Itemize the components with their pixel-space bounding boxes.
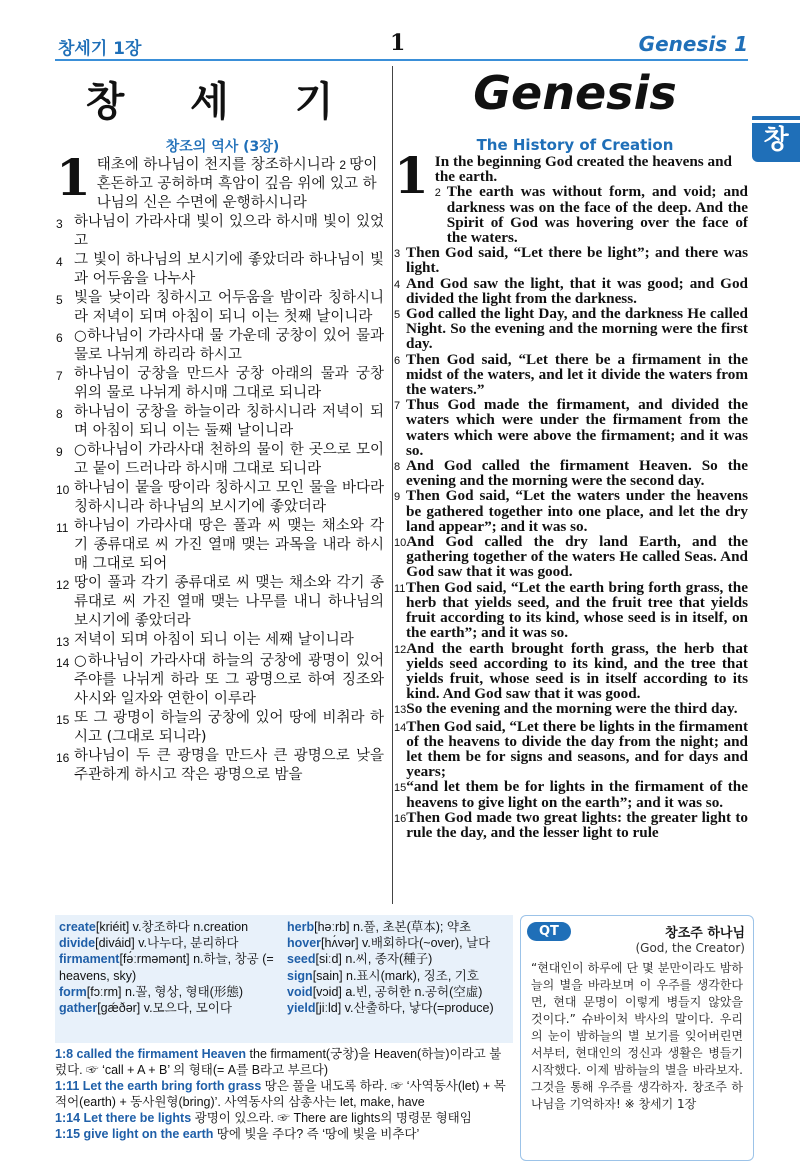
verse [394, 352, 748, 398]
note-text: the firmament(궁창)을 Heaven(하늘)이라고 불렀다. ☞ ‘call + A + B’ 의 형태(= A를 B라고 부르다) [55, 1047, 502, 1077]
vocab-entry [287, 968, 511, 984]
section-heading-ko: 창조의 역사 (3장) [165, 139, 280, 155]
vocab-definition: [həːrb] n.풀, 초본(草本); 약초 [314, 920, 472, 934]
verse-text: 또 그 광명이 하늘의 궁창에 있어 땅에 비취라 하시고 (그대로 되니라) [74, 710, 384, 745]
verse-text: Then God said, “Let the waters under the heavens be gathered together into one place, and let the dry land appear”; and it was so. [406, 487, 748, 535]
vocab-word: divide [59, 936, 96, 951]
vocab-entry [59, 984, 285, 1000]
verse [56, 479, 384, 517]
verse-number: 8 [394, 461, 401, 474]
title-english: Genesis [473, 66, 677, 120]
verse-text: 하나님이 가라사대 땅은 풀과 씨 맺는 채소와 각기 종류대로 씨 가진 열매 맺는 과목을 내라 하시매 그대로 되어 [74, 518, 384, 572]
note-item [55, 1126, 513, 1142]
verse [56, 251, 384, 289]
verse-text: So the evening and the morning were the third day. [406, 700, 738, 718]
note-item [55, 1078, 513, 1110]
verse-number: 3 [56, 217, 63, 231]
vocab-entry [287, 951, 511, 967]
verse-number: 12 [394, 643, 407, 656]
verse-number: 14 [394, 721, 407, 734]
vocab-definition: [hʌ́vər] v.배회하다(~over), 날다 [321, 936, 491, 951]
qt-subtitle: (God, the Creator) [635, 941, 745, 955]
verse [394, 458, 748, 488]
vocab-definition: [fɔːrm] n.꼴, 형상, 형태(形態) [86, 984, 243, 999]
verse-number: 11 [56, 521, 69, 535]
verse [394, 534, 748, 580]
vocab-word: create [59, 920, 96, 934]
verse-number: 5 [56, 293, 63, 307]
verse [394, 276, 748, 306]
verse-text: 땅이 혼돈하고 공허하며 흑암이 깊음 위에 있고 하나님의 신은 수면에 운행하시니라 [96, 157, 378, 211]
verse [56, 403, 384, 441]
verse-text: 빛을 낮이라 칭하시고 어두움을 밤이라 칭하시니라 저녁이 되며 아침이 되니 이는 첫째 날이니라 [74, 290, 384, 325]
verse-text: “and let them be for lights in the firmament of the heavens to give light on the earth”; and it was so. [406, 778, 748, 811]
verse [394, 245, 748, 275]
verse-text: And God called the dry land Earth, and the gathering together of the waters He called Seas. And God saw that it was good. [406, 533, 748, 581]
vocab-entry [59, 919, 285, 935]
verse [56, 709, 384, 747]
verse [56, 574, 384, 631]
verse-number: 13 [394, 704, 407, 717]
chapter-number: 1 [56, 156, 91, 207]
verse-number: 6 [394, 354, 401, 367]
vocab-word: sign [287, 968, 313, 983]
verse-text: Thus God made the firmament, and divided the waters which were under the firmament from the waters which were above the firmament; and it was so. [406, 396, 748, 459]
vocab-entry [59, 951, 285, 983]
verse-text: And God called the firmament Heaven. So the evening and the morning were the second day. [406, 457, 748, 490]
vocab-word: form [59, 984, 87, 999]
verse-text: 하나님이 궁창을 하늘이라 칭하시니라 저녁이 되며 아침이 되니 이는 둘째 날이니라 [74, 404, 384, 439]
verse-number: 3 [394, 248, 401, 261]
verse-text: God called the light Day, and the darkness He called Night. So the evening and the morning were the first day. [406, 305, 748, 353]
header-book-ko: 창세기 1장 [58, 39, 142, 59]
vocab-word: void [287, 984, 313, 999]
page-header [0, 0, 800, 60]
verse-number: 15 [394, 782, 407, 795]
qt-body: “현대인이 하루에 단 몇 분만이라도 밤하늘의 별을 바라보며 이 우주를 생각한다면, 현대 문명이 이렇게 병들지 않았을 것이다.” 슈바이처 박사의 말이다. 우리의 눈이 밤하늘의 별 보기를 잊어버린면서부터, 현대인의 정신과 생활은 병들기 시작했다. 이제 밤하늘의 별을 바라보자. 그것을 통해 우주를 생각하자. 창조주 하나님을 기억하자! ※ 창세기 1장 [531, 961, 743, 1111]
vocab-definition: [diváid] v.나누다, 분리하다 [95, 936, 239, 951]
verse-number: 16 [394, 812, 407, 825]
verse-text: 태초에 하나님이 천지를 창조하시니라 [96, 157, 335, 173]
verse-number: 7 [394, 400, 401, 413]
vocab-entry [59, 1000, 285, 1016]
verse-text: Then God said, “Let the earth bring forth grass, the herb that yields seed, and the fruit tree that yields fruit according to its kind, whose seed is in itself, on the earth”; and it was so. [406, 578, 748, 642]
vocabulary-box [55, 915, 513, 1043]
korean-column [56, 156, 384, 906]
verse [56, 747, 384, 785]
verse-number: 10 [56, 483, 70, 497]
vocab-word: herb [287, 920, 315, 934]
verse-number: 11 [394, 582, 406, 595]
verse [394, 701, 748, 718]
note-key: 1:8 called the firmament Heaven [55, 1047, 247, 1061]
verse-number: 9 [394, 491, 401, 504]
verse [394, 779, 748, 809]
column-divider [392, 66, 393, 904]
verse [394, 580, 748, 641]
book-tab[interactable]: 창 [752, 112, 800, 162]
verse [394, 810, 748, 840]
vocab-definition: [sain] n.표시(mark), 징조, 기호 [312, 968, 479, 983]
vocab-word: hover [287, 936, 322, 951]
vocab-word: seed [287, 952, 316, 967]
vocab-entry [287, 984, 511, 1000]
verse-text: 그 빛이 하나님의 보시기에 좋았더라 하나님이 빛과 어두움을 나누사 [74, 252, 384, 287]
verse [56, 517, 384, 574]
verse-number: 8 [56, 407, 63, 421]
verse [394, 397, 748, 458]
verse [56, 327, 384, 365]
vocab-entry [287, 1000, 511, 1016]
verse-number: 5 [394, 309, 401, 322]
verse-number: 2 [434, 187, 441, 200]
verse-text: 하나님이 궁창을 만드사 궁창 아래의 물과 궁창 위의 물로 나뉘게 하시매 그대로 되니라 [74, 366, 384, 401]
verse-text: And the earth brought forth grass, the herb that yields seed according to its kind, and the tree that yields fruit, whose seed is in itself according to its kind. And God saw that it was good. [406, 639, 748, 703]
note-text: 땅에 빛을 주다? 즉 ‘땅에 빛을 비추다’ [213, 1127, 420, 1141]
header-book-en: Genesis 1 [638, 32, 748, 56]
verse [394, 488, 748, 534]
page-number: 1 [390, 30, 406, 56]
verse-number: 6 [56, 331, 63, 345]
grammar-notes [55, 1046, 513, 1142]
verse-number: 4 [56, 255, 63, 269]
verse-number: 9 [56, 445, 63, 459]
qt-title: 창조주 하나님 [665, 926, 745, 941]
verse-number: 13 [56, 635, 70, 649]
verse-text: Then God said, “Let there be light”; and there was light. [406, 244, 748, 277]
vocab-definition: [kriéit] v.창조하다 n.creation [95, 920, 249, 934]
verse [56, 631, 384, 652]
verse-text: 땅이 풀과 각기 종류대로 씨 맺는 채소와 각기 종류대로 씨 가진 열매 맺는 나무를 내니 하나님의 보시기에 좋았더라 [74, 575, 384, 629]
vocab-word: firmament [59, 952, 120, 967]
verse [394, 719, 748, 780]
vocab-entry [59, 935, 285, 951]
verse-number: 16 [56, 751, 70, 765]
verse [435, 184, 748, 245]
vocab-definition: [vɔid] a.빈, 공허한 n.공허(空虛) [312, 984, 483, 999]
verse-text: 하나님이 가라사대 빛이 있으라 하시매 빛이 있었고 [74, 214, 384, 249]
verse [56, 652, 384, 709]
note-key: 1:11 Let the earth bring forth grass [55, 1079, 262, 1093]
note-key: 1:14 Let there be lights [55, 1111, 192, 1125]
verse-text: ○하나님이 가라사대 하늘의 궁창에 광명이 있어 주야를 나뉘게 하라 또 그 광명으로 하여 징조와 사시와 일자와 연한이 이루라 [74, 653, 384, 707]
verse [56, 441, 384, 479]
note-text: 땅은 풀을 내도록 하라. ☞ ‘사역동사(let) + 목적어(earth) + 동사원형(bring)’. 사역동사의 삼총사는 let, make, have [55, 1079, 506, 1109]
vocab-entry [287, 919, 511, 935]
verse-1-ko: 1 태초에 하나님이 천지를 창조하시니라 2 땅이 혼돈하고 공허하며 흑암이 깊음 위에 있고 하나님의 신은 수면에 운행하시니라 [56, 156, 378, 211]
verse-1-en [394, 154, 748, 205]
verse-number: 12 [56, 578, 70, 592]
vocab-definition: [siːd] n.씨, 종자(種子) [315, 952, 433, 967]
chapter-number: 1 [394, 154, 429, 205]
vocab-definition: [gǽðər] v.모으다, 모이다 [97, 1001, 232, 1016]
verse-text: ○하나님이 가라사대 물 가운데 궁창이 있어 물과 물로 나뉘게 하리라 하시고 [74, 328, 384, 363]
english-column [394, 154, 748, 906]
qt-box [520, 915, 754, 1161]
vocab-word: yield [287, 1001, 316, 1016]
note-text: 광명이 있으라. ☞ There are lights의 명령문 형태임 [191, 1111, 472, 1125]
verse-text: ○하나님이 가라사대 천하의 물이 한 곳으로 모이고 뭍이 드러나라 하시매 그대로 되니라 [74, 442, 384, 477]
verse-number: 4 [394, 278, 401, 291]
note-item [55, 1110, 513, 1126]
verse-text: 하나님이 뭍을 땅이라 칭하시고 모인 물을 바다라 칭하시니라 하나님의 보시기에 좋았더라 [74, 480, 384, 515]
vocab-entry [287, 935, 511, 951]
verse-number: 15 [56, 713, 70, 727]
section-heading-en: The History of Creation [476, 136, 674, 154]
verse-text: And God saw the light, that it was good; and God divided the light from the darkness. [406, 274, 748, 307]
verse-text: Then God made two great lights: the greater light to rule the day, and the lesser light to rule [406, 808, 748, 841]
verse-text: 하나님이 두 큰 광명을 만드사 큰 광명으로 낮을 주관하게 하시고 작은 광명으로 밤을 [74, 748, 384, 783]
qt-badge: QT [527, 922, 571, 941]
verse [56, 213, 384, 251]
vocab-definition: [fə́ːrməmənt] n.하늘, 창공 (= heavens, sky) [59, 952, 274, 983]
verse [56, 289, 384, 327]
verse-number: 10 [394, 537, 407, 550]
verse-number: 14 [56, 656, 70, 670]
verse-text: Then God said, “Let there be a firmament in the midst of the waters, and let it divide the waters from the waters.” [406, 350, 748, 399]
note-item [55, 1046, 513, 1078]
header-rule [55, 59, 748, 61]
title-korean: 창 세 기 [85, 79, 360, 125]
verse [56, 365, 384, 403]
verse [394, 641, 748, 702]
verse-number: 7 [56, 369, 63, 383]
verse-text: In the beginning God created the heavens and the earth. [434, 154, 732, 186]
note-key: 1:15 give light on the earth [55, 1127, 214, 1141]
verse-text: Then God said, “Let there be lights in the firmament of the heavens to divide the day from the night; and let them be for signs and seasons, and for days and years; [406, 717, 748, 781]
verse-text: 저녁이 되며 아침이 되니 이는 세째 날이니라 [74, 632, 354, 648]
vocab-definition: [jiːld] v.산출하다, 낳다(=produce) [315, 1001, 494, 1016]
vocab-word: gather [59, 1001, 98, 1016]
verse [394, 306, 748, 352]
verse-text: The earth was without form, and void; and darkness was on the face of the deep. And the Spirit of God was hovering over the face of the waters. [446, 183, 748, 247]
